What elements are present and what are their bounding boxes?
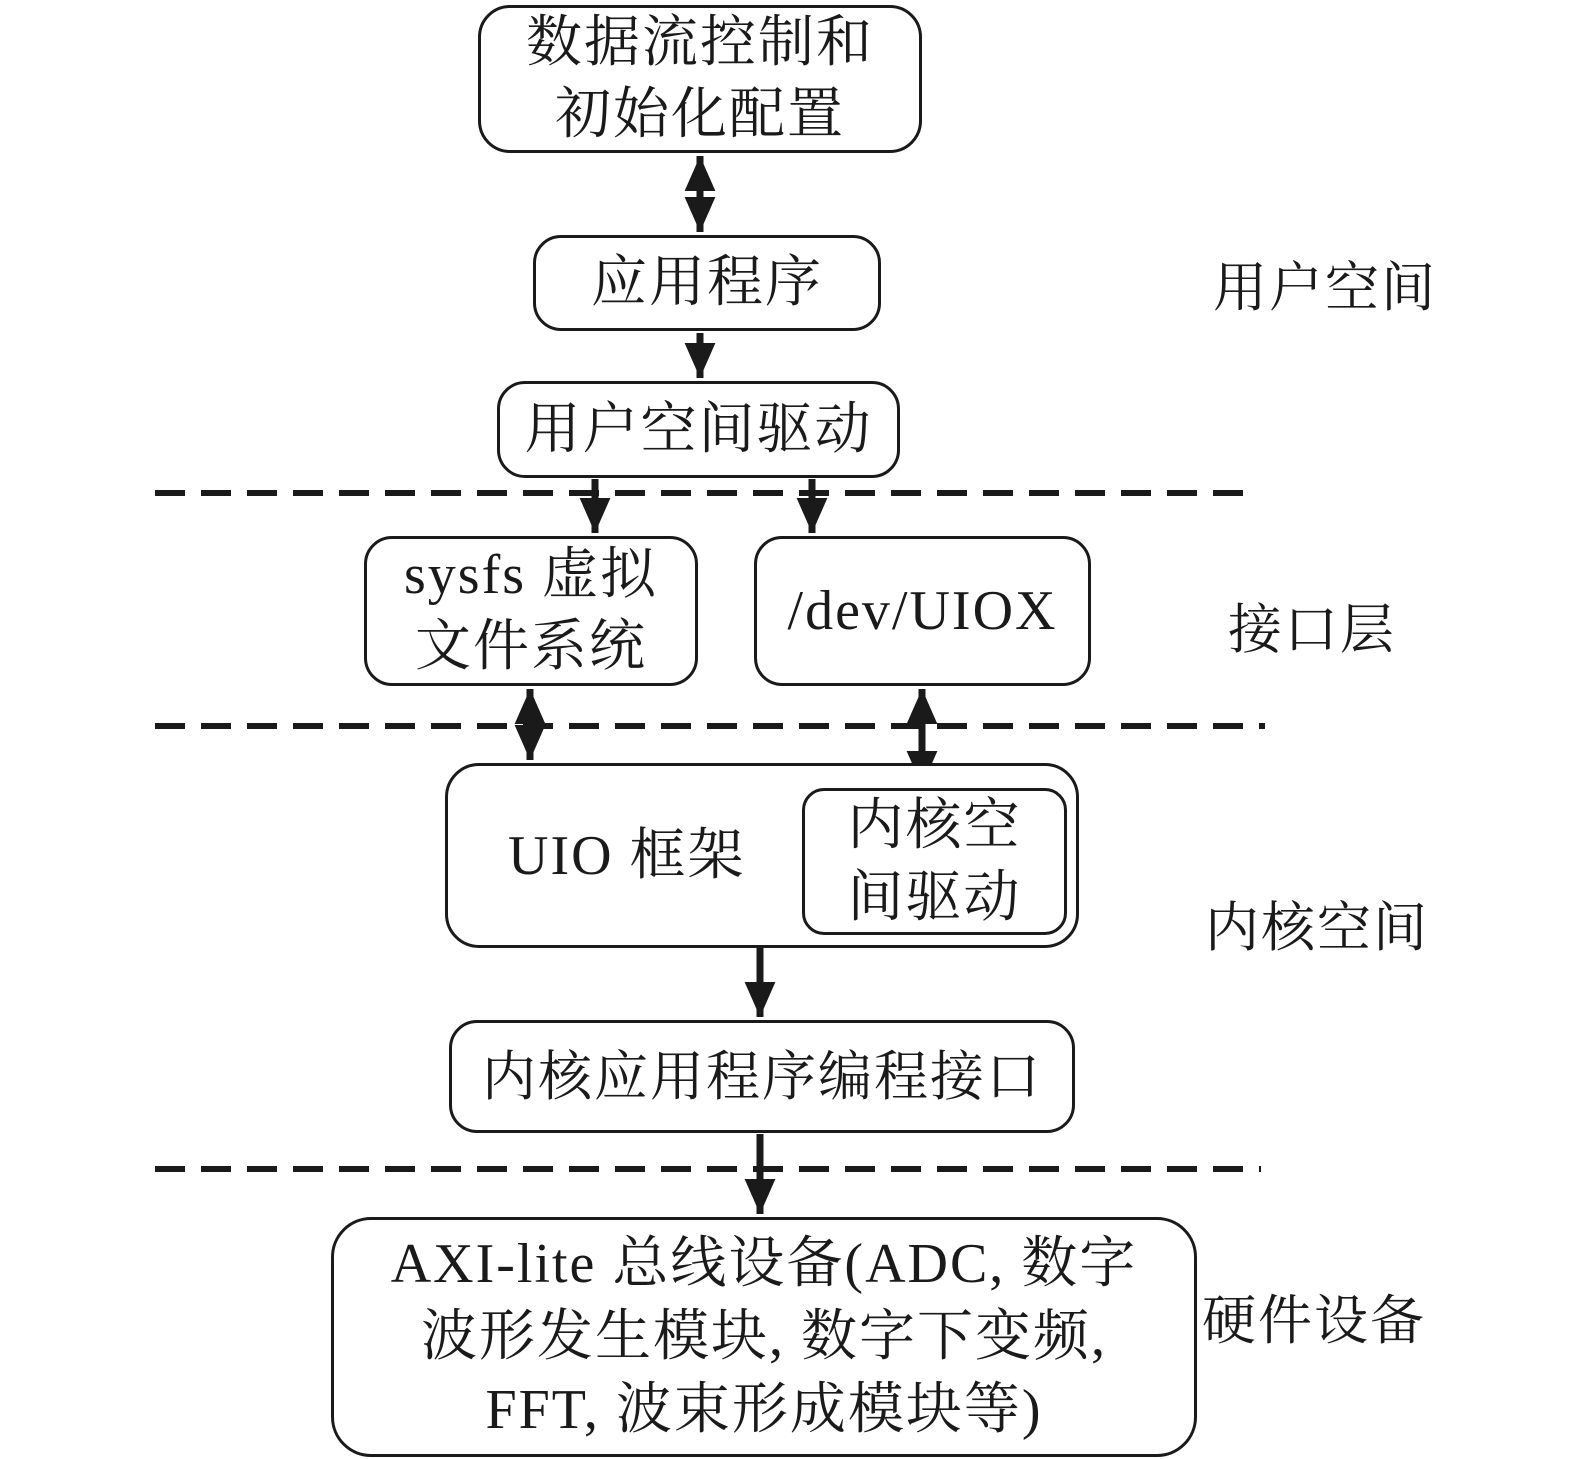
node-kernel-space-driver-line2: 间驱动 <box>847 866 1022 929</box>
layer-separator-user-interface <box>155 490 1248 496</box>
node-userspace-driver <box>497 381 900 478</box>
layer-label-hardware-device: 硬件设备 <box>1202 1291 1426 1351</box>
node-dataflow-config <box>478 5 922 153</box>
node-userspace-driver-label: 用户空间驱动 <box>524 398 873 461</box>
layer-label-kernel-space: 内核空间 <box>1205 898 1429 958</box>
node-sysfs-line2: 文件系统 <box>415 616 647 678</box>
node-application <box>533 235 881 331</box>
node-hardware <box>331 1217 1197 1457</box>
node-sysfs <box>364 536 698 686</box>
layer-label-user-space: 用户空间 <box>1213 258 1437 318</box>
node-application-label: 应用程序 <box>591 252 823 314</box>
node-hardware-line1: AXI-lite 总线设备(ADC, 数字 <box>390 1232 1138 1295</box>
node-hardware-line3: FFT, 波束形成模块等) <box>485 1378 1043 1441</box>
node-dataflow-config-line2: 初始化配置 <box>555 84 845 146</box>
node-kernel-space-driver-line1: 内核空 <box>847 794 1022 857</box>
layer-separator-kernel-hardware <box>155 1166 1261 1172</box>
node-dataflow-config-line1: 数据流控制和 <box>526 12 874 74</box>
node-uio-framework-label: UIO 框架 <box>508 824 746 887</box>
layer-separator-interface-kernel <box>155 723 1265 729</box>
node-kernel-api-label: 内核应用程序编程接口 <box>482 1046 1042 1107</box>
layer-label-interface-layer: 接口层 <box>1228 600 1396 660</box>
node-dev-uiox <box>754 536 1091 686</box>
node-kernel-api <box>449 1020 1075 1133</box>
node-dev-uiox-label: /dev/UIOX <box>787 580 1058 642</box>
node-sysfs-line1: sysfs 虚拟 <box>403 544 659 606</box>
node-kernel-space-driver <box>802 788 1067 935</box>
node-hardware-line2: 波形发生模块, 数字下变频, <box>421 1305 1107 1368</box>
